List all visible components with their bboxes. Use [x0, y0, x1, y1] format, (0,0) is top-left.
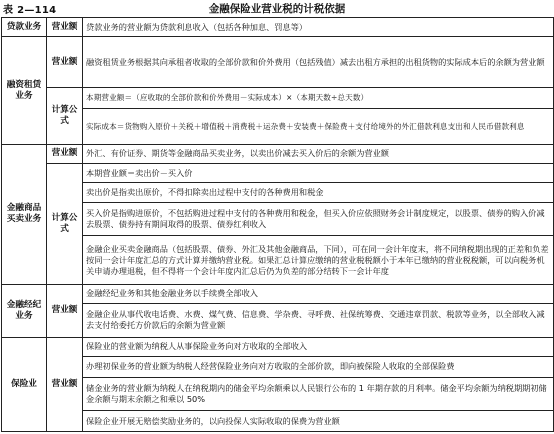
category-cell: 保险业: [2, 337, 47, 431]
content-cell: 实际成本＝货物购入原价＋关税＋增值税＋消费税＋运杂费＋安装费＋保险费＋支付给境外的外汇借款利息支出和人民币借款利息: [83, 108, 554, 144]
type-cell: 营业额: [47, 37, 83, 88]
table-row: [2, 284, 554, 303]
type-cell: 营业额: [47, 18, 83, 37]
content-cell: 外汇、有价证券、期货等金融商品买卖业务，以卖出价减去买入价后的余额为营业额: [83, 144, 554, 163]
table-row: [2, 108, 554, 144]
table-row: [2, 202, 554, 236]
content-cell: 卖出价是指卖出原价，不得扣除卖出过程中支付的各种费用和税金: [83, 183, 554, 202]
category-cell: 贷款业务: [2, 18, 47, 37]
content-cell: 金融经纪业务和其他金融业务以手续费全部收入: [83, 284, 554, 303]
table-number: 表 2—114: [3, 5, 57, 16]
category-cell: 金融商品买卖业务: [2, 144, 47, 284]
table-caption: [0, 0, 554, 17]
tax-basis-table: [1, 17, 554, 432]
table-row: [2, 144, 554, 163]
category-cell: 融资租赁业务: [2, 37, 47, 144]
table-row: [2, 377, 554, 411]
table-row: [2, 337, 554, 356]
type-cell: 计算公式: [47, 87, 83, 144]
table-row: [2, 18, 554, 37]
table-row: [2, 37, 554, 88]
content-cell: 储金业务的营业额为纳税人在纳税期内的储金平均余额乘以人民银行公布的 1 年期存款的月利率。储金平均余额为纳税期期初储金余额与期末余额之和乘以 50%: [83, 377, 554, 411]
content-cell: 本期营业额＝（应收取的全部价款和价外费用－实际成本）×（本期天数÷总天数）: [83, 87, 554, 108]
table-row: [2, 357, 554, 378]
table-row: [2, 164, 554, 183]
table-row: [2, 236, 554, 284]
type-cell: 营业额: [47, 144, 83, 163]
category-cell: 金融经纪业务: [2, 284, 47, 337]
table-row: [2, 303, 554, 337]
content-cell: 本期营业额＝卖出价－买入价: [83, 164, 554, 183]
content-cell: 金融企业买卖金融商品（包括股票、债券、外汇及其他金融商品，下同），可在同一会计年度末，将不同纳税期出现的正差和负差按同一会计年度汇总的方式计算并缴纳营业税。如果汇总计算应缴纳的营业税税额小于本年已缴纳的营业税税额，可以向税务机关申请办理退税，但不得将一个会计年度内汇总后仍为负差的部分结转下一会计年度: [83, 236, 554, 284]
table-row: [2, 411, 554, 432]
content-cell: 保险企业开展无赔偿奖励业务的，以向投保人实际收取的保费为营业额: [83, 411, 554, 432]
type-cell: 计算公式: [47, 164, 83, 285]
content-cell: 办理初保业务的营业额为纳税人经营保险业务向对方收取的全部价款，即向被保险人收取的全部保险费: [83, 357, 554, 378]
content-cell: 贷款业务的营业额为贷款利息收入（包括各种加息、罚息等）: [83, 18, 554, 37]
table-row: [2, 183, 554, 202]
content-cell: 融资租赁业务根据其向承租者收取的全部价款和价外费用（包括残值）减去出租方承担的出租货物的实际成本后的余额为营业额: [83, 37, 554, 88]
content-cell: 金融企业从事代收电话费、水费、煤气费、信息费、学杂费、寻呼费、社保统筹费、交通违章罚款、税款等业务，以全部收入减去支付给委托方价款后的余额为营业额: [83, 303, 554, 337]
type-cell: 营业额: [47, 284, 83, 337]
table-row: [2, 87, 554, 108]
content-cell: 保险业的营业额为纳税人从事保险业务向对方收取的全部收入: [83, 337, 554, 356]
content-cell: 买入价是指购进原价，不包括购进过程中支付的各种费用和税金，但买入价应依照财务会计制度规定，以股票、债券的购入价减去股票、债券持有期间取得的股票、债券红利收入: [83, 202, 554, 236]
type-cell: 营业额: [47, 337, 83, 431]
table-title: 金融保险业营业税的计税依据: [208, 3, 346, 15]
